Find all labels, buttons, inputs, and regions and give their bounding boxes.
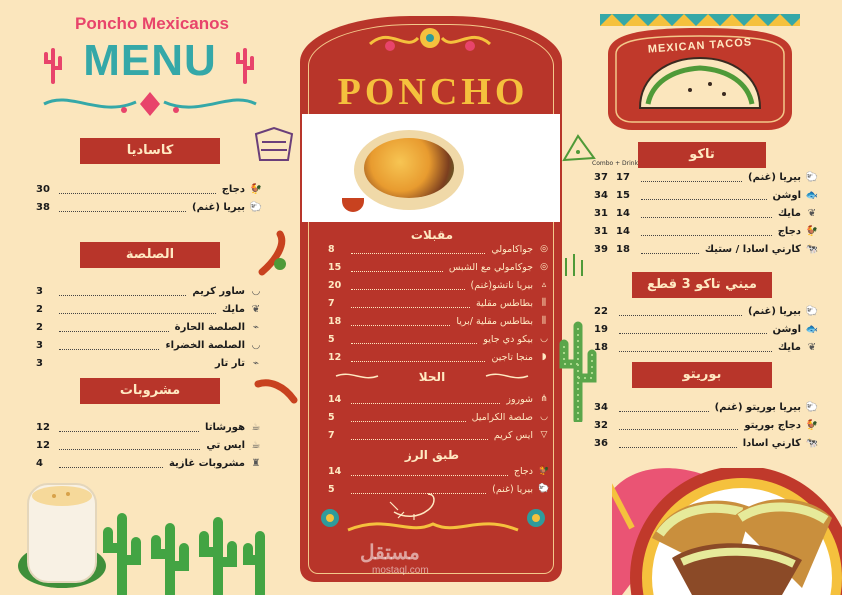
brand-subtitle: Poncho Mexicanos — [75, 14, 229, 33]
dotted-leader — [351, 317, 450, 326]
list-item — [36, 180, 264, 198]
dotted-leader — [351, 353, 485, 362]
list-item — [36, 282, 264, 300]
mango-icon: ◗ — [541, 352, 547, 362]
combo-price: 39 — [594, 243, 608, 255]
desserts-list — [328, 390, 552, 444]
chicken-icon: 🐓 — [805, 225, 819, 237]
item-name: جوكامولي مع الشبس — [448, 261, 533, 273]
watermark-url: mostaql.com — [372, 565, 429, 576]
list-item — [36, 418, 264, 436]
dotted-leader — [59, 203, 186, 212]
section-title: تاكو — [689, 147, 715, 162]
item-price: 20 — [328, 279, 342, 291]
sauce-icon: ◡ — [540, 412, 548, 422]
item-price: 7 — [328, 429, 335, 441]
list-item — [328, 390, 552, 408]
section-banner-quesadilla — [80, 138, 220, 164]
sauce-cup — [342, 198, 364, 212]
lamb-icon: 🐑 — [805, 171, 819, 183]
item-name: بيريا بوريتو (غنم) — [714, 401, 801, 413]
lamb-icon: 🐑 — [805, 401, 819, 413]
section-banner-tacos — [638, 142, 766, 168]
item-name: صلصة الكراميل — [471, 411, 533, 423]
item-price: 18 — [594, 341, 608, 353]
item-price: 3 — [36, 339, 43, 351]
dotted-leader — [641, 209, 772, 218]
section-title: مشروبات — [119, 383, 181, 398]
chili-icon — [254, 376, 298, 406]
dotted-leader — [59, 287, 186, 296]
dotted-leader — [59, 323, 169, 332]
item-name: بيريا ناتشو(غنم) — [470, 279, 533, 291]
item-price: 15 — [328, 261, 342, 273]
list-item — [594, 204, 820, 222]
chili-icon: ⌁ — [252, 357, 260, 369]
item-name: اوشن — [772, 189, 801, 201]
item-price: 18 — [328, 315, 342, 327]
item-name: تار تار — [214, 357, 245, 369]
cactus-icon — [232, 44, 258, 84]
list-item — [328, 426, 552, 444]
menu-title: MENU — [83, 36, 217, 85]
item-price: 12 — [36, 439, 50, 451]
cactus-icon — [40, 44, 66, 84]
item-name: كارني اسادا — [742, 437, 801, 449]
fish-icon: 🐟 — [805, 189, 819, 201]
combo-price: 31 — [594, 207, 608, 219]
item-price: 18 — [616, 243, 630, 255]
item-name: منجا تاجين — [491, 351, 533, 363]
bowl-icon: ◡ — [252, 285, 260, 297]
tacos-list — [594, 168, 820, 258]
dotted-leader — [351, 245, 485, 254]
cup-icon: ☕ — [251, 421, 261, 433]
item-price: 36 — [594, 437, 608, 449]
floral-ornament-bottom — [318, 500, 548, 540]
item-price: 2 — [36, 303, 43, 315]
list-item — [328, 276, 552, 294]
poncho-icon — [252, 124, 296, 164]
section-banner-salsa — [80, 242, 220, 268]
item-price: 15 — [616, 189, 630, 201]
item-price: 19 — [594, 323, 608, 335]
dotted-leader — [351, 299, 470, 308]
item-name: دجاج — [221, 183, 245, 195]
list-item — [36, 354, 264, 372]
item-name: جواكامولي — [491, 243, 533, 255]
churros-icon: ⋔ — [540, 394, 548, 404]
item-price: 17 — [616, 171, 630, 183]
chicken-icon: 🐓 — [805, 419, 819, 431]
dotted-leader — [619, 439, 737, 448]
nachos-image — [364, 138, 454, 198]
item-name: دجاج بوريتو — [744, 419, 801, 431]
avocado-icon: ◎ — [540, 244, 548, 254]
dotted-leader — [641, 245, 699, 254]
item-price: 2 — [36, 321, 43, 333]
list-item — [328, 330, 552, 348]
section-title: ميني تاكو 3 قطع — [647, 277, 757, 292]
list-item — [594, 222, 820, 240]
poncho-logo: PONCHO — [337, 71, 529, 113]
list-item — [328, 294, 552, 312]
item-price: 4 — [36, 457, 43, 469]
dotted-leader — [619, 403, 709, 412]
mexican-tacos-banner — [600, 14, 800, 132]
item-price: 22 — [594, 305, 608, 317]
item-name: بطاطس مقلية — [475, 297, 533, 309]
item-name: دجاج — [513, 465, 533, 477]
cactus-cluster — [100, 508, 280, 595]
item-name: مشروبات غازية — [168, 457, 245, 469]
tacos-photo — [612, 468, 842, 595]
dotted-leader — [351, 335, 477, 344]
item-name: الصلصة الخضراء — [165, 339, 245, 351]
item-name: اوشن — [772, 323, 801, 335]
cow-icon: 🐄 — [805, 243, 819, 255]
item-name: الصلصة الحارة — [174, 321, 245, 333]
dotted-leader — [641, 227, 772, 236]
dotted-leader — [59, 341, 159, 350]
item-price: 3 — [36, 357, 43, 369]
item-price: 14 — [328, 465, 342, 477]
quesadilla-list — [36, 180, 264, 216]
cactus-small-icon — [560, 252, 588, 278]
item-name: بيكو دي جايو — [483, 333, 533, 345]
section-title-desserts: الحلا — [418, 370, 446, 384]
item-name: دجاج — [777, 225, 801, 237]
list-item — [594, 186, 820, 204]
list-item — [328, 240, 552, 258]
list-item — [36, 454, 264, 472]
section-banner-drinks — [80, 378, 220, 404]
dotted-leader — [351, 467, 508, 476]
item-name: هورشاتا — [204, 421, 245, 433]
avocado-icon: ◎ — [540, 262, 548, 272]
mini-tacos-list — [594, 302, 820, 356]
combo-price: 34 — [594, 189, 608, 201]
cup-icon: ☕ — [251, 439, 261, 451]
item-name: مايك — [777, 341, 801, 353]
watermark-logo: مستقل — [360, 542, 420, 564]
dotted-leader — [59, 185, 216, 194]
icecream-icon: ▽ — [540, 430, 548, 440]
item-name: بيريا (غنم) — [492, 483, 533, 495]
dotted-leader — [619, 307, 742, 316]
dotted-leader — [59, 459, 163, 468]
list-item — [328, 312, 552, 330]
ornament-divider — [40, 88, 260, 120]
horchata-image — [14, 474, 110, 592]
list-item — [36, 436, 264, 454]
bottle-icon: ♜ — [251, 457, 261, 469]
section-title: بوريتو — [682, 367, 722, 382]
combo-price: 31 — [594, 225, 608, 237]
lamb-icon: 🐑 — [249, 201, 263, 213]
item-price: 7 — [328, 297, 335, 309]
item-name: بطاطس مقلية /بريا — [456, 315, 533, 327]
dotted-leader — [59, 305, 216, 314]
chili-icon — [256, 230, 292, 278]
floral-ornament — [360, 22, 500, 62]
cow-icon: 🐄 — [805, 437, 819, 449]
list-item — [594, 416, 820, 434]
list-item — [36, 198, 264, 216]
item-name: شوروز — [506, 393, 533, 405]
combo-label: Combo + Drink — [592, 160, 639, 167]
chicken-icon: 🐓 — [538, 466, 550, 476]
list-item — [328, 348, 552, 366]
fries-icon: ⫼ — [541, 298, 547, 308]
fish-icon: 🐟 — [805, 323, 819, 335]
list-item — [36, 336, 264, 354]
bowl-icon: ◡ — [252, 339, 260, 351]
section-banner-burrito — [632, 362, 772, 388]
item-price: 14 — [328, 393, 342, 405]
lamb-icon: 🐑 — [538, 484, 550, 494]
list-item — [594, 434, 820, 452]
item-price: 8 — [328, 243, 335, 255]
item-name: ايس كريم — [493, 429, 533, 441]
dotted-leader — [351, 431, 488, 440]
item-name: مايك — [221, 303, 245, 315]
item-price: 5 — [328, 411, 335, 423]
item-price: 12 — [36, 421, 50, 433]
list-item — [328, 258, 552, 276]
dotted-leader — [59, 423, 199, 432]
item-name: بيريا (غنم) — [192, 201, 245, 213]
combo-price: 37 — [594, 171, 608, 183]
salsa-list — [36, 282, 264, 372]
tacos-banner-text: MEXICAN TACOS — [647, 36, 753, 56]
pepper-icon: ❦ — [807, 341, 817, 353]
bowl-icon: ◡ — [540, 334, 548, 344]
item-price: 14 — [616, 207, 630, 219]
item-name: كارني اسادا / ستيك — [704, 243, 801, 255]
list-item — [594, 320, 820, 338]
list-item — [594, 338, 820, 356]
dotted-leader — [351, 413, 466, 422]
section-title: كاساديا — [126, 143, 174, 158]
dotted-leader — [619, 343, 772, 352]
item-price: 38 — [36, 201, 50, 213]
list-item — [36, 318, 264, 336]
list-item — [594, 240, 820, 258]
dotted-leader — [619, 421, 738, 430]
list-item — [594, 398, 820, 416]
item-name: بيريا (غنم) — [748, 171, 801, 183]
dotted-leader — [351, 395, 500, 404]
dotted-leader — [59, 441, 200, 450]
burrito-list — [594, 398, 820, 452]
item-price: 5 — [328, 333, 335, 345]
nacho-icon: ▵ — [541, 280, 547, 290]
pepper-icon: ❦ — [807, 207, 817, 219]
nachos-photo — [302, 114, 560, 222]
lamb-icon: 🐑 — [805, 305, 819, 317]
section-title: الصلصة — [125, 247, 175, 262]
item-price: 14 — [616, 225, 630, 237]
item-name: ساور كريم — [192, 285, 245, 297]
list-item — [328, 408, 552, 426]
section-title-appetizers: مقبلات — [410, 228, 454, 242]
drinks-list — [36, 418, 264, 472]
list-item — [594, 302, 820, 320]
item-price: 12 — [328, 351, 342, 363]
section-title-rice: طبق الرز — [404, 448, 460, 462]
item-price: 3 — [36, 285, 43, 297]
item-price: 32 — [594, 419, 608, 431]
appetizers-list — [328, 240, 552, 366]
dotted-leader — [641, 191, 767, 200]
item-name: ايس تي — [206, 439, 245, 451]
list-item — [594, 168, 820, 186]
dotted-leader — [641, 173, 742, 182]
item-price: 34 — [594, 401, 608, 413]
pepper-icon: ❦ — [251, 303, 261, 315]
section-banner-mini-tacos — [632, 272, 772, 298]
item-name: بيريا (غنم) — [748, 305, 801, 317]
item-name: مايك — [777, 207, 801, 219]
fries-icon: ⫼ — [541, 316, 547, 326]
dotted-leader — [351, 263, 443, 272]
chicken-icon: 🐓 — [249, 183, 263, 195]
item-price: 5 — [328, 483, 335, 495]
item-price: 30 — [36, 183, 50, 195]
chili-icon: ⌁ — [252, 321, 260, 333]
list-item — [328, 462, 552, 480]
list-item — [36, 300, 264, 318]
dotted-leader — [351, 281, 465, 290]
dotted-leader — [619, 325, 767, 334]
